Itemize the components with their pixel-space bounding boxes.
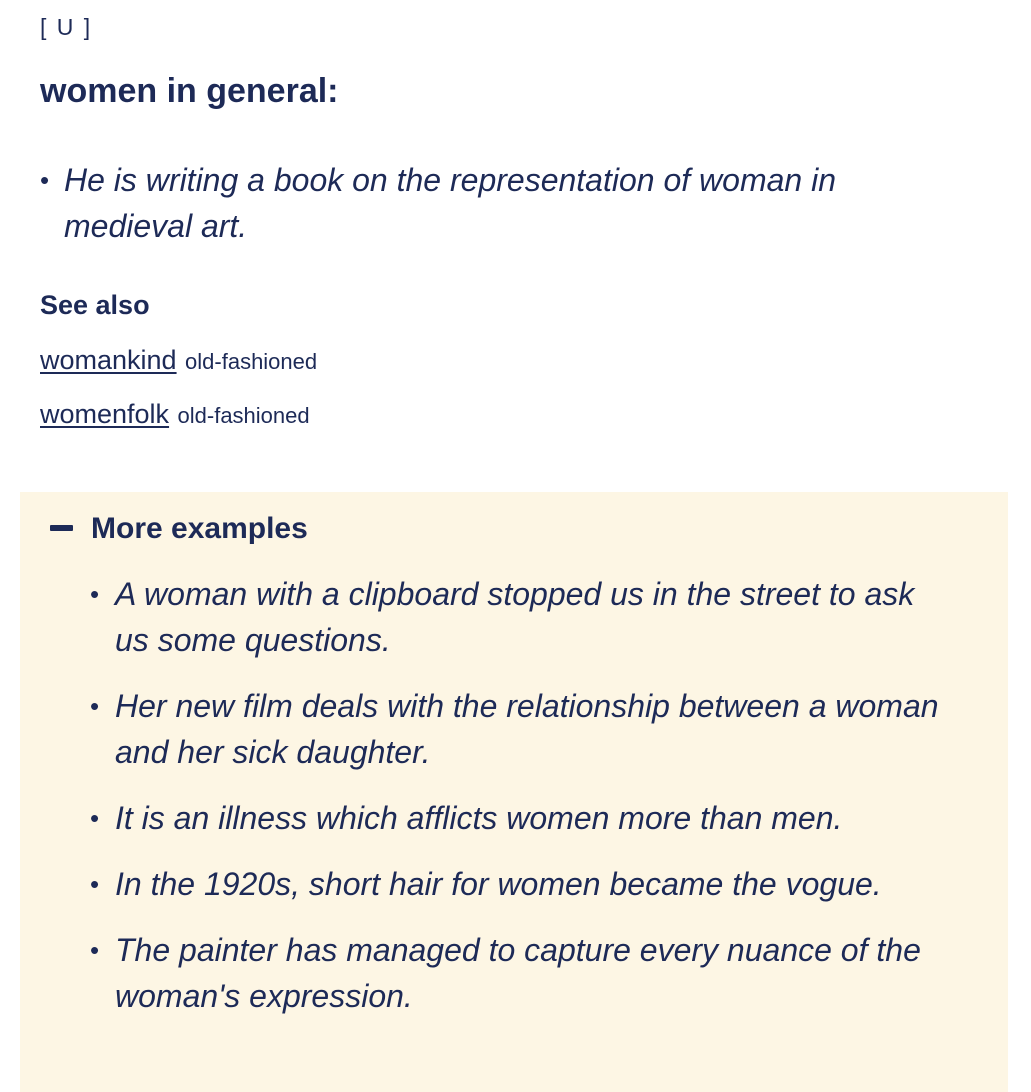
example-sentence: A woman with a clipboard stopped us in the street to ask us some questions. (115, 576, 915, 658)
see-also-link-womankind[interactable]: womankind (40, 345, 177, 375)
example-sentence: He is writing a book on the representation of woman in medieval art. (64, 162, 836, 244)
bullet: • (40, 165, 50, 195)
register-label: old-fashioned (177, 403, 310, 428)
see-also-item (40, 342, 317, 396)
more-examples-heading[interactable]: More examples (91, 512, 308, 545)
see-also-heading: See also (40, 290, 150, 320)
example-item (90, 571, 950, 663)
example-item (90, 861, 950, 907)
minus-icon (50, 525, 73, 531)
register-label: old-fashioned (185, 349, 318, 374)
bullet: • (90, 579, 100, 609)
see-also-list (40, 342, 317, 450)
example-sentence: It is an illness which afflicts women more than men. (115, 800, 843, 836)
grammar-code: [ U ] (40, 14, 93, 40)
example-item (40, 157, 910, 249)
example-sentence: Her new film deals with the relationship between a woman and her sick daughter. (115, 688, 939, 770)
example-item (90, 795, 950, 841)
bullet: • (90, 869, 100, 899)
bullet: • (90, 691, 100, 721)
example-item (90, 927, 950, 1019)
example-sentence: The painter has managed to capture every nuance of the woman's expression. (115, 932, 921, 1014)
definition-text: women in general: (40, 72, 339, 110)
example-item (90, 683, 950, 775)
more-examples-panel (20, 492, 1008, 1092)
example-list (40, 157, 910, 249)
example-sentence: In the 1920s, short hair for women became the vogue. (115, 866, 882, 902)
see-also-item (40, 396, 317, 450)
collapse-toggle-button[interactable] (50, 514, 74, 544)
bullet: • (90, 935, 100, 965)
bullet: • (90, 803, 100, 833)
more-examples-list (90, 571, 950, 1039)
see-also-link-womenfolk[interactable]: womenfolk (40, 399, 170, 429)
